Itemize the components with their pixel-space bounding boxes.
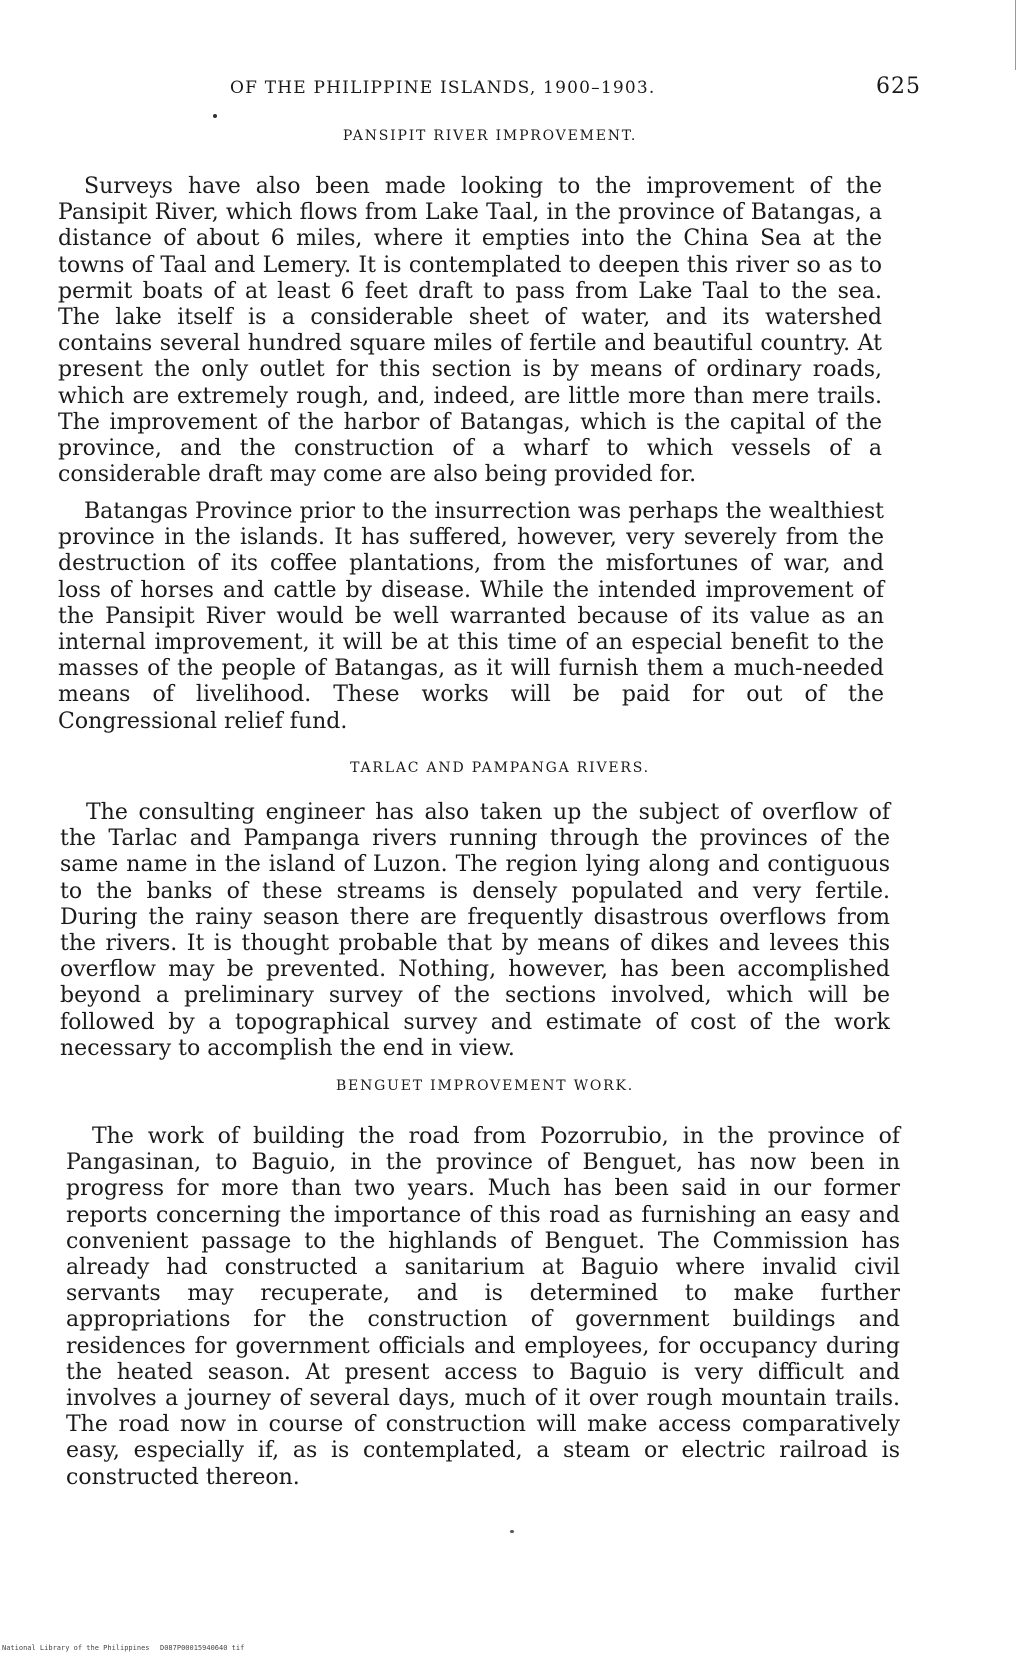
paragraph-text: Surveys have also been made looking to the improvement of the Pansipit River, which flows from Lake Taal, in the province of Batangas, a distance of about 6 miles, where it empties into the China Sea at the towns of Taal and Lemery. It is contemplated to deepen this river so as to permit boats of at least 6 feet draft to pass from Lake Taal to the sea. The lake itself is a considerable sheet of water, and its watershed contains several hundred square miles of fertile and beautiful country. At present the only outlet for this section is by means of ordinary roads, which are extremely rough, and, indeed, are little more than mere trails. The improvement of the harbor of Batangas, which is the capital of the province, and the construction of a wharf to which vessels of a considerable draft may come are also being provided for. [58, 174, 882, 488]
section-heading-tarlac: TARLAC AND PAMPANGA RIVERS. [350, 760, 650, 776]
paragraph-tarlac-1 [60, 800, 890, 1062]
scan-speck [510, 1530, 514, 1533]
page-number: 625 [876, 74, 921, 99]
section-heading-pansipit: PANSIPIT RIVER IMPROVEMENT. [342, 128, 638, 144]
print-speck [213, 114, 217, 118]
footer-library: National Library of the Philippines [2, 1644, 150, 1652]
running-title: OF THE PHILIPPINE ISLANDS, 1900–1903. [230, 78, 656, 98]
paragraph-text: The work of building the road from Pozorrubio, in the province of Pangasinan, to Baguio, in the province of Benguet, has now been in progress for more than two years. Much has been said in our former reports concerning the importance of this road as furnishing an easy and convenient passage to the highlands of Benguet. The Commission has already had constructed a sanitarium at Baguio where invalid civil servants may recuperate, and is determined to make further appropriations for the construction of government buildings and residences for government officials and employees, for occupancy during the heated season. At present access to Baguio is very difficult and involves a journey of several days, much of it over rough mountain trails. The road now in course of construction will make access comparatively easy, especially if, as is contemplated, a steam or electric railroad is constructed thereon. [66, 1124, 900, 1490]
scan-margin-mark [1015, 0, 1016, 70]
footer-file-id: D087P00015940640 tif [160, 1644, 245, 1652]
paragraph-text: The consulting engineer has also taken up the subject of overflow of the Tarlac and Pampanga rivers running through the provinces of the same name in the island of Luzon. The region lying along and contiguous to the banks of these streams is densely populated and very fertile. During the rainy season there are frequently disastrous overflows from the rivers. It is thought probable that by means of dikes and levees this overflow may be prevented. Nothing, however, has been accomplished beyond a preliminary survey of the sections involved, which will be followed by a topographical survey and estimate of cost of the work necessary to accomplish the end in view. [60, 800, 890, 1061]
paragraph-pansipit-1 [58, 174, 882, 488]
paragraph-text: Batangas Province prior to the insurrection was perhaps the wealthiest province in the islands. It has suffered, however, very severely from the destruction of its coffee plantations, from the misfortunes of war, and loss of horses and cattle by disease. While the intended improvement of the Pansipit River would be well warranted because of its value as an internal improvement, it will be at this time of an especial benefit to the masses of the people of Batangas, as it will furnish them a much-needed means of livelihood. These works will be paid for out of the Congressional relief fund. [58, 499, 884, 734]
section-heading-benguet: BENGUET IMPROVEMENT WORK. [335, 1078, 635, 1094]
paragraph-pansipit-2 [58, 499, 884, 735]
paragraph-benguet-1 [66, 1124, 900, 1491]
